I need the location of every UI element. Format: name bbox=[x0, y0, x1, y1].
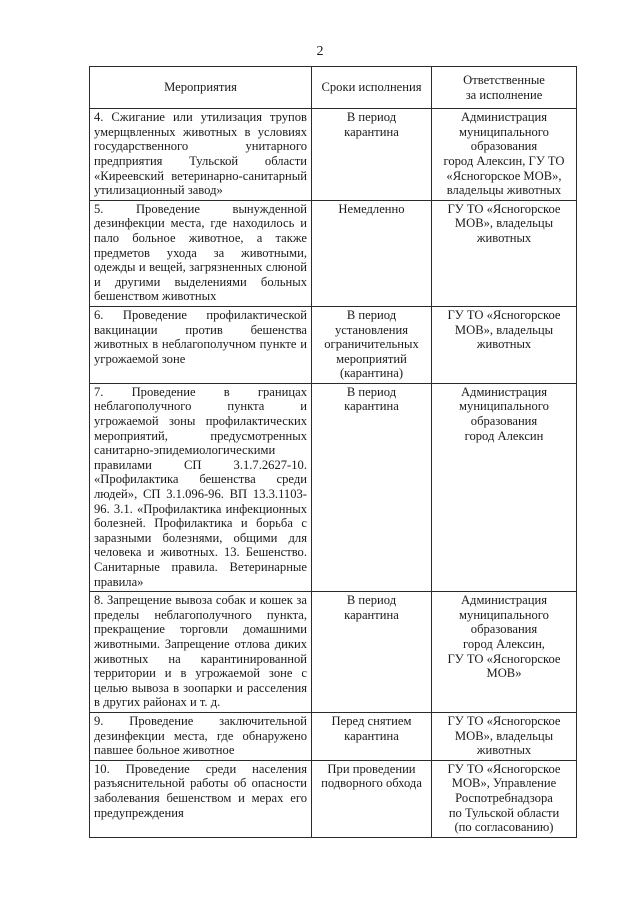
table-row bbox=[90, 760, 577, 837]
responsible-cell bbox=[432, 109, 577, 201]
table-row bbox=[90, 383, 577, 591]
term-text: Немедленно bbox=[338, 201, 405, 216]
term-text: В период установления ограничительных мероприятий (карантина) bbox=[324, 307, 419, 381]
responsible-cell bbox=[432, 760, 577, 837]
measure-cell: 5. Проведение вынужденной дезинфекции места, где находилось и пало больное животное, а также предметов ухода за животными, одежды и вещей, загрязненных слюной и другими выделениями больных бешенством животных bbox=[90, 200, 312, 306]
term-cell bbox=[312, 109, 432, 201]
responsible-text: ГУ ТО «Ясногорское МОВ», владельцы животных bbox=[447, 307, 561, 352]
table-row bbox=[90, 592, 577, 713]
term-text: Перед снятием карантина bbox=[331, 713, 412, 743]
header-responsible bbox=[432, 67, 577, 109]
measure-cell: 9. Проведение заключительной дезинфекции места, где обнаружено павшее больное животное bbox=[90, 712, 312, 760]
table-row bbox=[90, 109, 577, 201]
measure-cell: 4. Сжигание или утилизация трупов умерщвленных животных в условиях государственного унитарного предприятия Тульской области «Киреевский ветеринарно-санитарный утилизационный завод» bbox=[90, 109, 312, 201]
header-responsible-text: Ответственные за исполнение bbox=[463, 73, 545, 102]
term-cell bbox=[312, 592, 432, 713]
page-number: 2 bbox=[316, 44, 324, 59]
responsible-cell bbox=[432, 306, 577, 383]
measure-cell: 8. Запрещение вывоза собак и кошек за пределы неблагополучного пункта, прекращение торговли домашними животными. Запрещение отлова диких животных на карантинированной территории и в угрожаемой зоне с целью вывоза в зоопарки и расселения в других районах и т. д. bbox=[90, 592, 312, 713]
table-header-row bbox=[90, 67, 577, 109]
responsible-text: ГУ ТО «Ясногорское МОВ», владельцы животных bbox=[447, 713, 561, 758]
responsible-cell bbox=[432, 200, 577, 306]
responsible-cell bbox=[432, 592, 577, 713]
measure-cell: 7. Проведение в границах неблагополучного пункта и угрожаемой зоны профилактических мероприятий, предусмотренных санитарно-эпидемиологическими правилами СП 3.1.7.2627-10. «Профилактика бешенства среди людей», СП 3.1.096-96. ВП 13.3.1103-96. 3.1. «Профилактика инфекционных болезней. Профилактика и борьба с заразными болезнями, общими для человека и животных. 13. Бешенство. Санитарные правила. Ветеринарные правила» bbox=[90, 383, 312, 591]
responsible-cell bbox=[432, 383, 577, 591]
responsible-text: Администрация муниципального образования город Алексин, ГУ ТО «Ясногорское МОВ», владельцы животных bbox=[443, 110, 565, 198]
responsible-text: Администрация муниципального образования город Алексин bbox=[459, 384, 549, 443]
measure-cell: 10. Проведение среди населения разъяснительной работы об опасности заболевания бешенством и мерах его предупреждения bbox=[90, 760, 312, 837]
term-cell bbox=[312, 200, 432, 306]
table-row bbox=[90, 712, 577, 760]
term-text: При проведении подворного обхода bbox=[321, 761, 422, 791]
measures-table bbox=[89, 66, 577, 838]
table-row bbox=[90, 306, 577, 383]
term-text: В период карантина bbox=[344, 384, 399, 414]
header-term: Сроки исполнения bbox=[312, 67, 432, 109]
table-row bbox=[90, 200, 577, 306]
responsible-text: ГУ ТО «Ясногорское МОВ», Управление Роспотребнадзора по Тульской области (по согласованию) bbox=[447, 761, 561, 835]
term-cell bbox=[312, 712, 432, 760]
term-text: В период карантина bbox=[344, 593, 399, 622]
responsible-text: ГУ ТО «Ясногорское МОВ», владельцы животных bbox=[447, 201, 561, 245]
header-measures: Мероприятия bbox=[90, 67, 312, 109]
responsible-cell bbox=[432, 712, 577, 760]
term-cell bbox=[312, 760, 432, 837]
measure-cell: 6. Проведение профилактической вакцинации против бешенства животных в неблагополучном пункте и угрожаемой зоне bbox=[90, 306, 312, 383]
term-cell bbox=[312, 306, 432, 383]
responsible-text: Администрация муниципального образования город Алексин, ГУ ТО «Ясногорское МОВ» bbox=[447, 593, 561, 681]
term-cell bbox=[312, 383, 432, 591]
term-text: В период карантина bbox=[344, 110, 399, 139]
